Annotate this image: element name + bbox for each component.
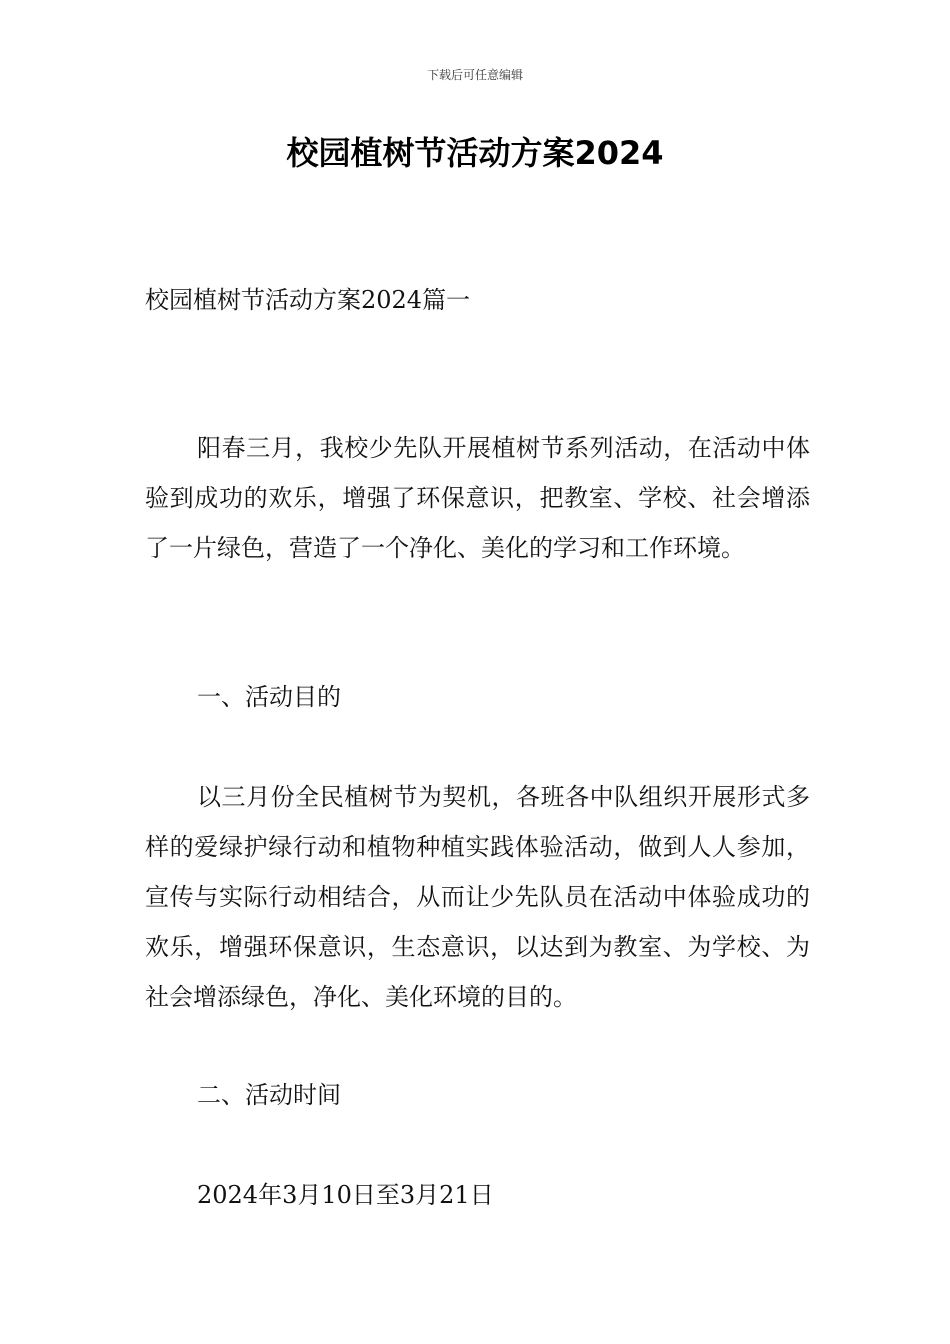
section-heading-purpose: 一、活动目的 (197, 683, 341, 711)
intro-paragraph: 阳春三月，我校少先队开展植树节系列活动，在活动中体验到成功的欢乐，增强了环保意识，把教室、学校、社会增添了一片绿色，营造了一个净化、美化的学习和工作环境。 (145, 434, 810, 562)
document-subtitle: 校园植树节活动方案2024篇一 (145, 286, 471, 314)
activity-date: 2024年3月10日至3月21日 (197, 1181, 494, 1209)
section-heading-time: 二、活动时间 (197, 1081, 341, 1109)
document-title: 校园植树节活动方案2024 (286, 134, 664, 172)
header-note: 下载后可任意编辑 (426, 68, 523, 82)
purpose-paragraph: 以三月份全民植树节为契机，各班各中队组织开展形式多样的爱绿护绿行动和植物种植实践体验活动，做到人人参加，宣传与实际行动相结合，从而让少先队员在活动中体验成功的欢乐，增强环保意识，生态意识，以达到为教室、为学校、为社会增添绿色，净化、美化环境的目的。 (145, 783, 810, 1011)
